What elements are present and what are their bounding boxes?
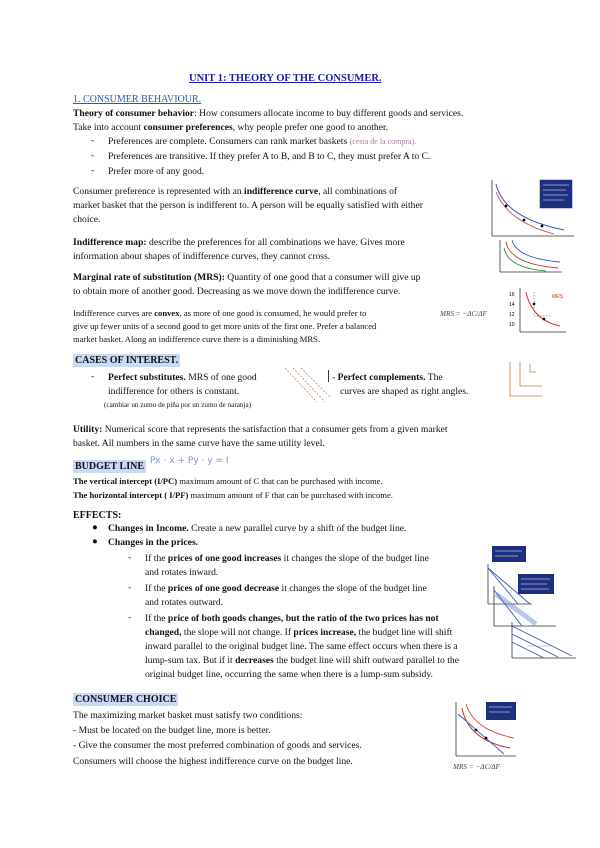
ps-line-2: indifference for others is constant. — [108, 386, 240, 397]
section-heading-cases: CASES OF INTEREST. — [75, 355, 179, 366]
pc-line-2: curves are shaped as right angles. — [340, 386, 469, 397]
sub2-term: prices of one good decrease — [167, 583, 280, 594]
utility-def: Numerical score that represents the satisfaction that a consumer gets from a given market — [102, 424, 448, 435]
bullet-dash: - — [128, 612, 132, 623]
v-def: maximum amount of C that can be purchased with income. — [177, 476, 383, 486]
income-term: Changes in Income. — [108, 523, 189, 534]
mrs-line-2: to obtain more of another good. Decreasing as we move down the indifference curve. — [73, 286, 401, 297]
pc-def: The — [425, 372, 443, 383]
utility-term: Utility: — [73, 424, 103, 435]
h-def: maximum amount of F that can be purchased with income. — [188, 490, 393, 500]
mrs-graph-figure — [508, 286, 568, 334]
sub3-term2: changed, — [145, 627, 182, 638]
tcb-term: Theory of consumer behavior — [73, 108, 195, 119]
prices-heading: Changes in the prices. — [108, 537, 199, 548]
convex-pre: Indifference curves are — [73, 308, 155, 318]
bullet-dot: ● — [92, 536, 98, 547]
sub3-line-1 — [145, 612, 439, 625]
choice-mrs-formula: MRS = −ΔC/ΔF — [453, 763, 500, 771]
sub3-line-3: inward parallel to the original budget line. The same effect occurs when there is a — [145, 641, 458, 652]
mrs-graph-title: MRS — [552, 294, 564, 300]
tick-10: 10 — [509, 322, 515, 328]
mrs-term: Marginal rate of substitution (MRS): — [73, 272, 225, 283]
bullet-2: Preferences are transitive. If they prefer A to B, and B to C, they must prefer A to C. — [108, 151, 431, 162]
sub3-post: the budget line will shift — [356, 627, 453, 638]
im-term: Indifference map: — [73, 237, 147, 248]
ps-line-1 — [108, 371, 257, 384]
bullet-1-note: (cesta de la compra). — [349, 137, 417, 146]
sub3-l4-post: the budget line will shift outward parallel to the — [273, 655, 459, 666]
effects-heading: EFFECTS: — [73, 510, 122, 521]
cp-term: indifference curve — [244, 186, 319, 197]
cp-line-1 — [73, 185, 397, 198]
budget-handwritten-equation: Px · x + Py · y = I — [150, 456, 229, 466]
take-term: consumer preferences — [143, 122, 233, 133]
cp-line-3: choice. — [73, 214, 101, 225]
bullet-1-text: Preferences are complete. Consumers can rank market baskets — [108, 136, 350, 147]
sub2-pre: If the — [145, 583, 168, 594]
sub1-line-2: and rotates inward. — [145, 567, 219, 578]
sub2-line-2: and rotates outward. — [145, 597, 224, 608]
sub3-line-5: original budget line, occurring the same when there is a lump-sum subsidy. — [145, 669, 433, 680]
tcb-paragraph — [73, 107, 463, 120]
sub1-post: it changes the slope of the budget line — [281, 553, 429, 564]
bullet-dash: - — [91, 135, 95, 146]
ps-def: MRS of one good — [185, 372, 257, 383]
im-line-2: information about shapes of indifference curves, they cannot cross. — [73, 251, 331, 262]
bullet-1 — [108, 135, 416, 148]
section-heading-consumer-behaviour: 1. CONSUMER BEHAVIOUR. — [73, 94, 202, 105]
cp-line-2: market basket that the person is indifferent to. A person will be equally satisfied with either — [73, 200, 423, 211]
horizontal-intercept — [73, 489, 393, 501]
tcb-def: : How consumers allocate income to buy different goods and services. — [194, 108, 464, 119]
convex-line-1 — [73, 307, 366, 319]
consumer-choice-figure — [452, 700, 518, 758]
choice-line-1: The maximizing market basket must satisfy two conditions: — [73, 710, 303, 721]
utility-line-1 — [73, 423, 448, 436]
tick-16: 16 — [509, 292, 515, 298]
perfect-complements-figure — [506, 360, 546, 400]
cp-post: , all combinations of — [318, 186, 398, 197]
divider — [328, 370, 329, 382]
ps-term: Perfect substitutes. — [108, 372, 186, 383]
bullet-dash: - — [128, 582, 132, 593]
choice-line-3: - Give the consumer the most preferred combination of goods and services. — [73, 740, 362, 751]
sub3-term: price of both goods changes, but the ratio of the two prices has not — [167, 613, 439, 624]
ps-note: (cambiar un zumo de piña por un zumo de naranja) — [104, 401, 252, 409]
choice-line-4: Consumers will choose the highest indifference curve on the budget line. — [73, 756, 353, 767]
convex-term: convex — [154, 308, 180, 318]
indifference-map-figure — [484, 178, 576, 240]
v-term: The vertical intercept (I/PC) — [73, 476, 178, 486]
im-def: describe the preferences for all combinations we have. Gives more — [146, 237, 405, 248]
bullet-dash: - — [91, 150, 95, 161]
sub1-line-1 — [145, 552, 429, 565]
sub3-mid: the slope will not change. If — [181, 627, 294, 638]
convex-line-3: market basket. Along an indifference curve there is a diminishing MRS. — [73, 334, 321, 344]
budget-parallel-figure — [508, 620, 578, 660]
convex-post: , as more of one good is consumed, he would prefer to — [179, 308, 367, 318]
choice-line-2: - Must be located on the budget line, more is better. — [73, 725, 271, 736]
bullet-dash: - — [91, 371, 95, 382]
sub3-line-4 — [145, 654, 459, 667]
take-into-account — [73, 121, 388, 134]
bullet-3: Prefer more of any good. — [108, 166, 205, 177]
income-def: Create a new parallel curve by a shift of the budget line. — [188, 523, 407, 534]
section-heading-budget: BUDGET LINE — [75, 461, 145, 472]
sub3-l4-pre: lump-sum tax. But if it — [145, 655, 236, 666]
mrs-formula: MRS = −ΔC/ΔF — [440, 310, 487, 318]
sub1-pre: If the — [145, 553, 168, 564]
sub3-pre: If the — [145, 613, 168, 624]
indifference-map-curves-figure — [496, 238, 564, 274]
bullet-dash: - — [91, 165, 95, 176]
sub3-l4-term: decreases — [235, 655, 274, 666]
mrs-def: Quantity of one good that a consumer will give up — [224, 272, 421, 283]
sub3-line-2 — [145, 626, 452, 639]
im-line-1 — [73, 236, 405, 249]
sub1-term: prices of one good increases — [167, 553, 282, 564]
pc-line-1: - Perfect complements. The — [332, 372, 443, 383]
convex-line-2: give up fewer units of a second good to get more units of the first one. Prefer a balanced — [73, 321, 377, 331]
sub2-line-1 — [145, 582, 427, 595]
mrs-line-1 — [73, 271, 420, 284]
take-post: , why people prefer one good to another. — [232, 122, 389, 133]
income-line — [108, 522, 406, 535]
pc-term: Perfect complements. — [337, 372, 426, 383]
section-heading-choice: CONSUMER CHOICE — [75, 694, 177, 705]
tick-14: 14 — [509, 302, 515, 308]
bullet-dot: ● — [92, 522, 98, 533]
cp-pre: Consumer preference is represented with an — [73, 186, 245, 197]
perfect-substitutes-figure — [283, 366, 333, 406]
sub3-term3: prices increase, — [293, 627, 357, 638]
h-term: The horizontal intercept ( I/PF) — [73, 490, 189, 500]
bullet-dash: - — [128, 552, 132, 563]
sub2-post: it changes the slope of the budget line — [279, 583, 427, 594]
vertical-intercept — [73, 475, 383, 487]
tick-12: 12 — [509, 312, 515, 318]
utility-line-2: basket. All numbers in the same curve have the same utility level. — [73, 438, 325, 449]
take-pre: Take into account — [73, 122, 144, 133]
page-title: UNIT 1: THEORY OF THE CONSUMER. — [189, 73, 382, 84]
